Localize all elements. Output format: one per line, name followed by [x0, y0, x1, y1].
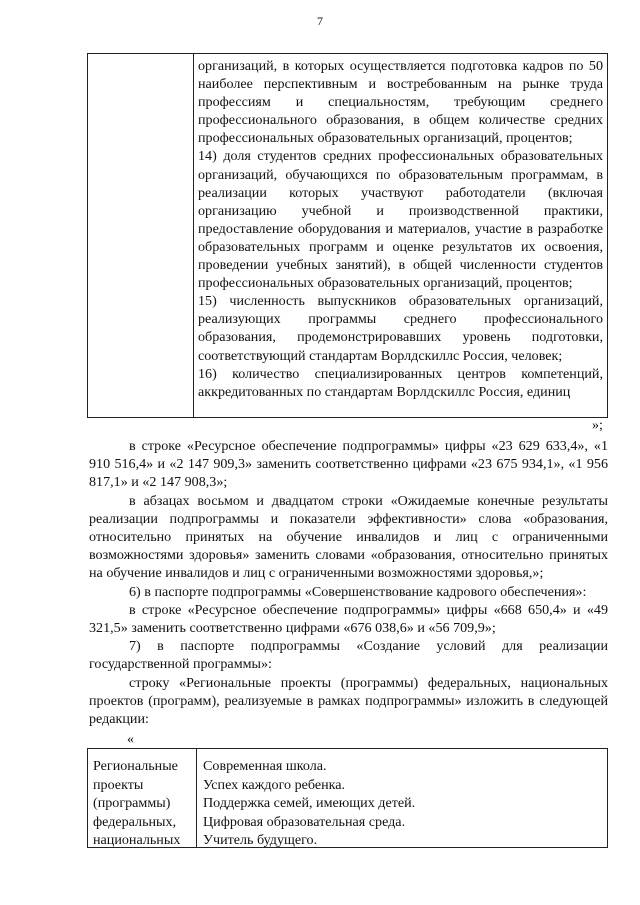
- row-header-line: проекты: [93, 776, 144, 793]
- amendment-text: [89, 437, 608, 728]
- indicator-paragraph: организаций, в которых осуществляется подготовка кадров по 50 наиболее перспективным и востребованным на рынке труда профессиям и специальностям, требующим среднего профессионального образования, в общем количестве средних профессиональных образовательных организаций, процентов;: [198, 58, 603, 147]
- project-list: [203, 757, 603, 850]
- body-paragraph: в абзацах восьмом и двадцатом строки «Ожидаемые конечные результаты реализации подпрограммы и показатели эффективности» слова «образования, относительно принятых на обучение инвалидов и лиц с ограниченными возможностями здоровья» заменить словами «образования, относительно принятых на обучение инвалидов и лиц с ограниченными возможностями здоровья,»;: [89, 492, 608, 582]
- table-column-divider: [193, 54, 194, 417]
- indicator-14: 14) доля студентов средних профессиональных образовательных организаций, обучающихся по образовательным программам, в реализации которых участвуют работодатели (включая организацию учебной и производственной практики, предоставление оборудования и материалов, участие в разработке образовательных программ и оценке результатов их освоения, проведении учебных занятий), в общей численности студентов профессиональных образовательных организаций, процентов;: [198, 148, 603, 292]
- opening-quote: «: [127, 732, 134, 747]
- regional-projects-table: [87, 748, 608, 848]
- indicator-15: 15) численность выпускников образовательных организаций, реализующих программы среднего профессионального образования, продемонстрировавших уровень подготовки, соответствующий стандартам Ворлдскиллс Россия, человек;: [198, 293, 603, 364]
- row-header-line: национальных: [93, 832, 181, 849]
- closing-quote: »;: [592, 418, 603, 433]
- table-continuation: [87, 53, 608, 418]
- project-item: Цифровая образовательная среда.: [203, 813, 406, 830]
- body-paragraph: строку «Региональные проекты (программы) федеральных, национальных проектов (программ), реализуемые в рамках подпрограммы» изложить в следующей редакции:: [89, 674, 608, 728]
- row-header-line: (программы): [93, 795, 171, 812]
- project-item: Поддержка семей, имеющих детей.: [203, 795, 416, 812]
- row-header-line: Региональные: [93, 758, 178, 774]
- page-number: 7: [317, 14, 323, 28]
- project-item: Современная школа.: [203, 758, 327, 774]
- row-header-line: федеральных,: [93, 813, 177, 830]
- body-paragraph: в строке «Ресурсное обеспечение подпрограммы» цифры «23 629 633,4», «1 910 516,4» и «2 147 909,3» заменить соответственно цифрами «23 675 934,1», «1 956 817,1» и «2 147 908,3»;: [89, 438, 608, 491]
- project-item: Успех каждого ребенка.: [203, 776, 346, 793]
- indicator-16: 16) количество специализированных центров компетенций, аккредитованных по стандартам Ворлдскиллс Россия, единиц: [198, 365, 603, 400]
- table-column-divider: [196, 749, 197, 847]
- body-paragraph: 7) в паспорте подпрограммы «Создание условий для реализации государственной программы»:: [89, 638, 608, 673]
- table-cell-indicators: [198, 57, 603, 401]
- row-header: [93, 757, 195, 850]
- body-paragraph: в строке «Ресурсное обеспечение подпрограммы» цифры «668 650,4» и «49 321,5» заменить соответственно цифрами «676 038,6» и «56 709,9»;: [89, 601, 608, 637]
- body-paragraph: 6) в паспорте подпрограммы «Совершенствование кадрового обеспечения»:: [129, 583, 587, 600]
- project-item: Учитель будущего.: [203, 832, 318, 849]
